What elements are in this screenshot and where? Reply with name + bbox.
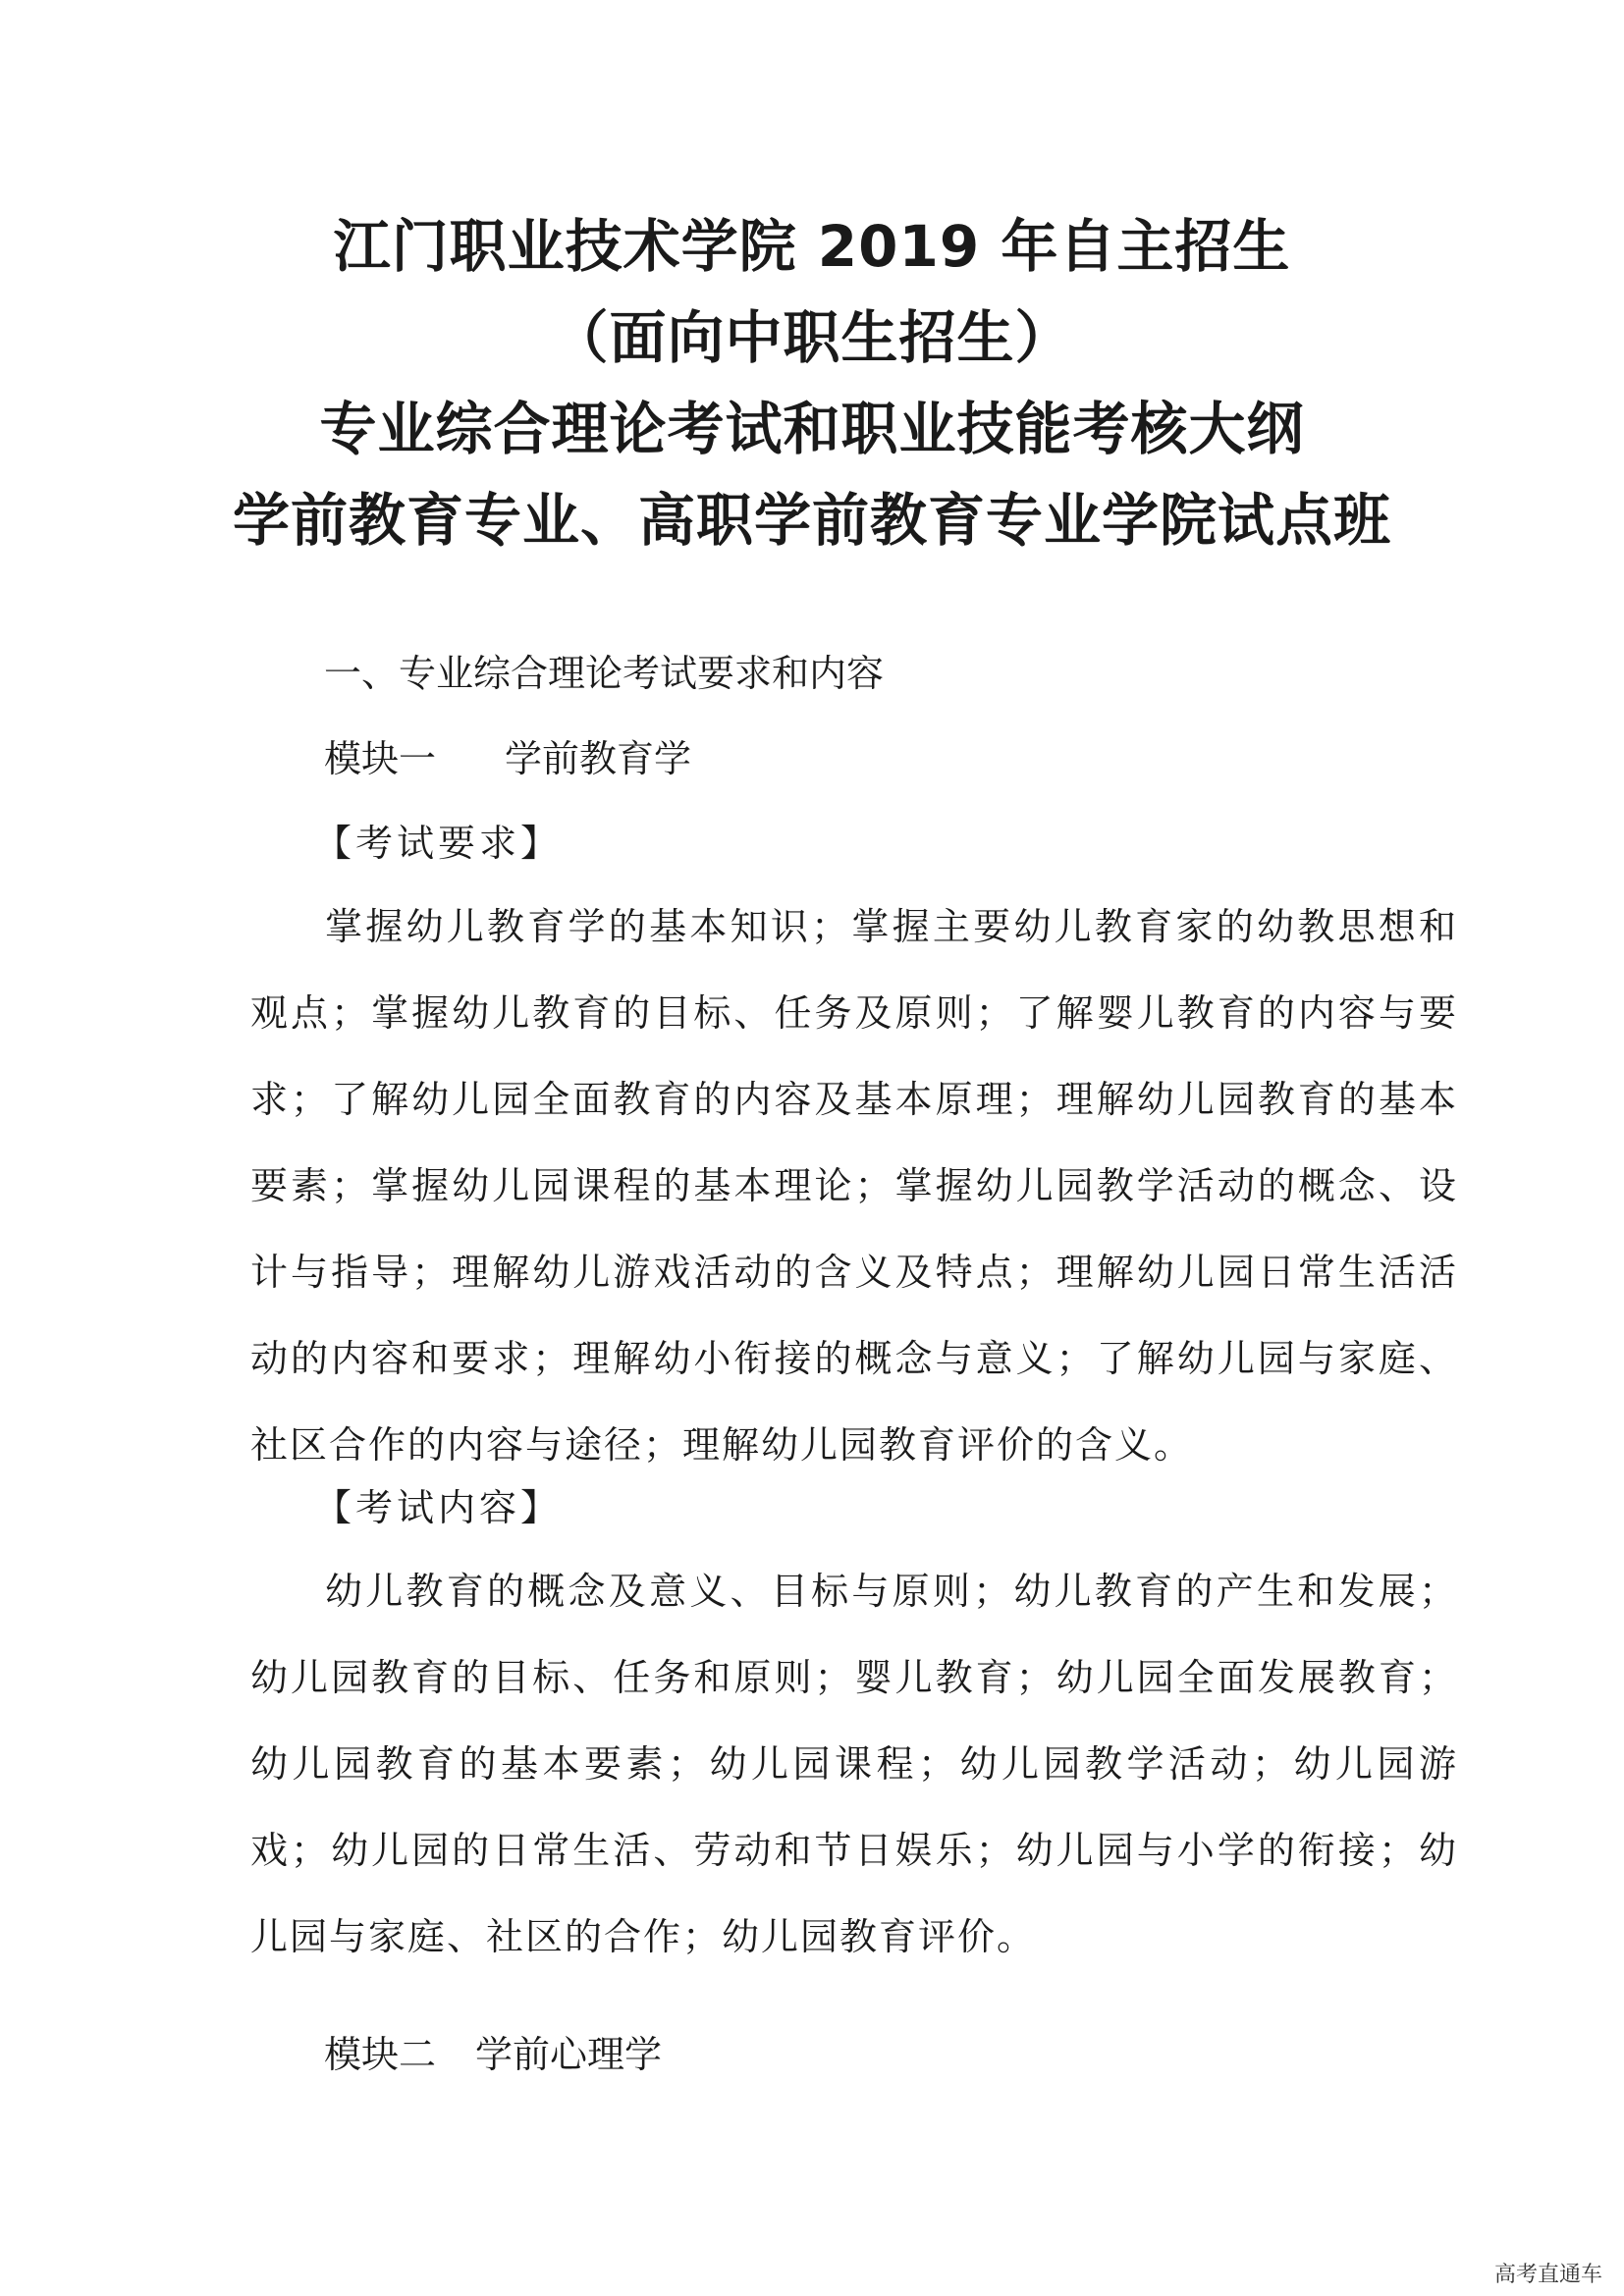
content-paragraph xyxy=(250,1548,1458,1980)
requirements-label: 【考试要求】 xyxy=(314,822,563,865)
module-2-heading xyxy=(324,2024,662,2078)
title-line-1: 江门职业技术学院 2019 年自主招生 xyxy=(333,213,1291,280)
module-2-name: 学前心理学 xyxy=(475,2033,663,2076)
document-title xyxy=(0,201,1624,566)
content-label: 【考试内容】 xyxy=(314,1486,563,1529)
requirements-text: 掌握幼儿教育学的基本知识；掌握主要幼儿教育家的幼教思想和观点；掌握幼儿教育的目标、任务及原则；了解婴儿教育的内容与要求；了解幼儿园全面教育的内容及基本原理；理解幼儿园教育的基本要素；掌握幼儿园课程的基本理论；掌握幼儿园教学活动的概念、设计与指导；理解幼儿游戏活动的含义及特点；理解幼儿园日常生活活动的内容和要求；理解幼小衔接的概念与意义；了解幼儿园与家庭、社区合作的内容与途径；理解幼儿园教育评价的含义。 xyxy=(250,905,1458,1467)
module-1-label: 模块一 xyxy=(324,737,437,780)
requirements-paragraph xyxy=(250,883,1458,1488)
title-line-4: 学前教育专业、高职学前教育专业学院试点班 xyxy=(232,487,1391,554)
module-2-label: 模块二 xyxy=(324,2033,437,2076)
title-line-2: （面向中职生招生） xyxy=(551,304,1073,371)
title-line-3: 专业综合理论考试和职业技能考核大纲 xyxy=(319,396,1305,462)
watermark-text: 高考直通车 xyxy=(1493,2263,1602,2287)
content-text: 幼儿教育的概念及意义、目标与原则；幼儿教育的产生和发展；幼儿园教育的目标、任务和原则；婴儿教育；幼儿园全面发展教育；幼儿园教育的基本要素；幼儿园课程；幼儿园教学活动；幼儿园游戏；幼儿园的日常生活、劳动和节日娱乐；幼儿园与小学的衔接；幼儿园与家庭、社区的合作；幼儿园教育评价。 xyxy=(250,1570,1458,1958)
module-1-name: 学前教育学 xyxy=(505,737,692,780)
section-heading: 一、专业综合理论考试要求和内容 xyxy=(324,652,885,695)
module-1-heading xyxy=(324,728,691,782)
